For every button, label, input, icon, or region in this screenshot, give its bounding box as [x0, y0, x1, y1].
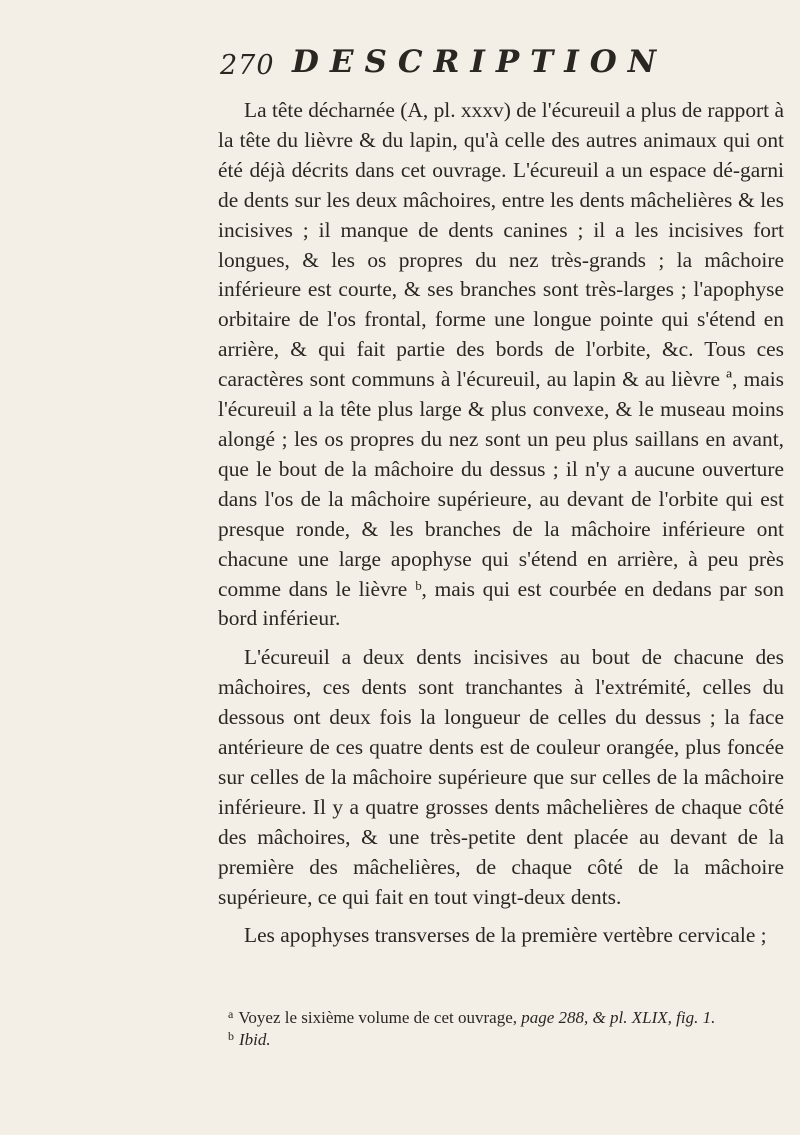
running-title: DESCRIPTION: [292, 44, 668, 80]
footnotes: [218, 1005, 784, 1049]
body-text: [218, 96, 784, 951]
paragraph-1: La tête décharnée (A, pl. xxxv) de l'écureuil a plus de rapport à la tête du lièvre & du lapin, qu'à celle des autres animaux qui ont été déjà décrits dans cet ouvrage. L'écureuil a un espace dé-garni de dents sur les deux mâchoires, entre les dents mâchelières & les incisives ; il manque de dents canines ; il a les incisives fort longues, & les os propres du nez très-grands ; la mâchoire inférieure est courte, & ses branches sont très-larges ; l'apophyse orbitaire de l'os frontal, forme une longue pointe qui s'étend en arrière, & qui fait partie des bords de l'orbite, &c. Tous ces caractères sont communs à l'écureuil, au lapin & au lièvre ª, mais l'écureuil a la tête plus large & plus convexe, & le museau moins alongé ; les os propres du nez sont un peu plus saillans en avant, que le bout de la mâchoire du dessus ; il n'y a aucune ouverture dans l'os de la mâchoire supérieure, au devant de l'orbite qui est presque ronde, & les branches de la mâchoire inférieure ont chacune une large apophyse qui s'étend en arrière, à peu près comme dans le lièvre ᵇ, mais qui est courbée en dedans par son bord inférieur.: [218, 98, 784, 631]
paragraph-2: L'écureuil a deux dents incisives au bout de chacune des mâchoires, ces dents sont tranchantes à l'extrémité, celles du dessous ont deux fois la longueur de celles du dessus ; la face antérieure de ces quatre dents est de couleur orangée, plus foncée sur celles de la mâchoire supérieure que sur celles de la mâchoire inférieure. Il y a quatre grosses dents mâchelières de chaque côté des mâchoires, & une très-petite dent placée au devant de la première des mâchelières, de chaque côté de la mâchoire supérieure, ce qui fait en tout vingt-deux dents.: [218, 645, 784, 909]
footnote-mark: b: [228, 1029, 234, 1043]
footnote-reference: Ibid.: [239, 1030, 271, 1049]
footnote-reference: page 288, & pl. XLIX, fig. 1.: [521, 1008, 716, 1027]
footnote-a: [218, 1005, 784, 1027]
running-head: [218, 44, 668, 84]
page-number: 270: [220, 50, 275, 81]
footnote-mark: a: [228, 1007, 234, 1021]
paragraph-3: Les apophyses transverses de la première vertèbre cervicale ;: [244, 923, 767, 948]
footnote-b: [218, 1027, 784, 1049]
footnote-text: Voyez le sixième volume de cet ouvrage,: [238, 1008, 522, 1027]
